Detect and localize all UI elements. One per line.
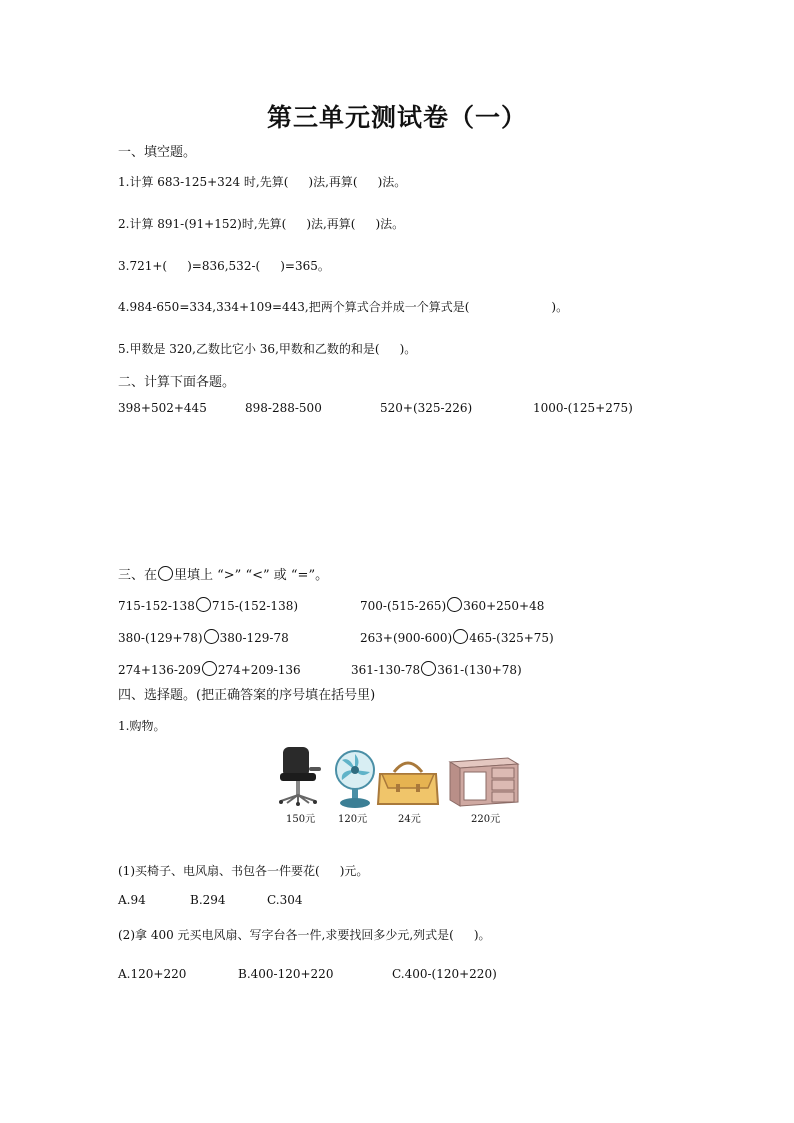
section-3-heading xyxy=(118,564,328,583)
question-4-1-1 xyxy=(118,862,368,879)
compare-expr: 465-(325+75) xyxy=(469,631,554,645)
q1-2-part-b: )法,再算( xyxy=(306,217,356,231)
section-2-heading: 二、计算下面各题。 xyxy=(118,375,236,390)
q1-3-part-a: 3.721+( xyxy=(118,259,168,273)
option-c: C.400-(120+220) xyxy=(392,967,497,981)
q1-2-part-c: )法。 xyxy=(375,217,405,231)
section-3-heading-b: 里填上 “>” “<” 或 “=”。 xyxy=(174,568,329,583)
q1-2-part-a: 2.计算 891-(91+152)时,先算( xyxy=(118,217,287,231)
compare-circle[interactable] xyxy=(204,629,219,644)
compare-expr: 715-(152-138) xyxy=(211,599,299,613)
electric-fan-icon xyxy=(332,748,378,810)
writing-desk-icon xyxy=(446,754,520,808)
question-4-1-2 xyxy=(118,926,491,943)
compare-circle[interactable] xyxy=(453,629,468,644)
compare-expr: 380-129-78 xyxy=(219,631,289,645)
compare-expr: 274+209-136 xyxy=(217,663,301,677)
question-4-1-label: 1.购物。 xyxy=(118,719,166,733)
compare-circle[interactable] xyxy=(447,597,462,612)
q4-1-1-part-b: )元。 xyxy=(339,864,369,878)
compare-circle[interactable] xyxy=(196,597,211,612)
circle-blank-icon xyxy=(158,566,173,581)
compare-row-1-right xyxy=(360,597,544,613)
compare-row-3-right xyxy=(351,661,522,677)
compare-circle[interactable] xyxy=(421,661,436,676)
section-3-heading-a: 三、在 xyxy=(118,568,158,583)
question-1-5 xyxy=(118,340,416,357)
compare-circle[interactable] xyxy=(202,661,217,676)
compare-expr: 715-152-138 xyxy=(118,599,195,613)
compare-expr: 380-(129+78) xyxy=(118,631,203,645)
compare-row-3-left xyxy=(118,661,301,677)
price-desk: 220元 xyxy=(471,814,501,825)
section-4-heading: 四、选择题。(把正确答案的序号填在括号里) xyxy=(118,688,376,703)
compare-row-2-right xyxy=(360,629,554,645)
q4-1-1-part-a: (1)买椅子、电风扇、书包各一件要花( xyxy=(118,864,320,878)
section-1-heading: 一、填空题。 xyxy=(118,145,197,160)
price-chair: 150元 xyxy=(286,814,316,825)
office-chair-icon xyxy=(275,745,327,807)
q1-1-part-c: )法。 xyxy=(377,175,407,189)
q1-3-part-c: )=365。 xyxy=(280,259,330,273)
compare-expr: 274+136-209 xyxy=(118,663,201,677)
compare-expr: 361-130-78 xyxy=(351,663,421,677)
price-bag: 24元 xyxy=(398,814,421,825)
price-fan: 120元 xyxy=(338,814,368,825)
question-1-2 xyxy=(118,215,404,232)
calc-item-1: 398+502+445 xyxy=(118,401,207,415)
question-1-3 xyxy=(118,257,330,274)
q1-5-part-a: 5.甲数是 320,乙数比它小 36,甲数和乙数的和是( xyxy=(118,342,380,356)
q1-3-part-b: )=836,532-( xyxy=(187,259,261,273)
option-c: C.304 xyxy=(267,893,303,907)
compare-row-1-left xyxy=(118,597,298,613)
calc-item-4: 1000-(125+275) xyxy=(533,401,633,415)
option-a: A.120+220 xyxy=(118,967,187,981)
option-a: A.94 xyxy=(118,893,146,907)
q4-1-2-part-b: )。 xyxy=(473,928,491,942)
school-bag-icon xyxy=(376,758,440,808)
question-1-4 xyxy=(118,298,568,315)
compare-expr: 700-(515-265) xyxy=(360,599,447,613)
q1-4-part-a: 4.984-650=334,334+109=443,把两个算式合并成一个算式是( xyxy=(118,300,470,314)
q1-5-part-b: )。 xyxy=(399,342,417,356)
compare-expr: 360+250+48 xyxy=(463,599,545,613)
option-b: B.400-120+220 xyxy=(238,967,334,981)
question-1-1 xyxy=(118,173,406,190)
q1-1-part-b: )法,再算( xyxy=(308,175,358,189)
compare-expr: 263+(900-600) xyxy=(360,631,453,645)
option-b: B.294 xyxy=(190,893,226,907)
q1-1-part-a: 1.计算 683-125+324 时,先算( xyxy=(118,175,289,189)
compare-row-2-left xyxy=(118,629,289,645)
q1-4-part-b: )。 xyxy=(551,300,569,314)
calc-item-2: 898-288-500 xyxy=(245,401,322,415)
page-title: 第三单元测试卷（一） xyxy=(266,103,527,132)
q4-1-2-part-a: (2)拿 400 元买电风扇、写字台各一件,求要找回多少元,列式是( xyxy=(118,928,454,942)
compare-expr: 361-(130+78) xyxy=(437,663,522,677)
calc-item-3: 520+(325-226) xyxy=(380,401,473,415)
